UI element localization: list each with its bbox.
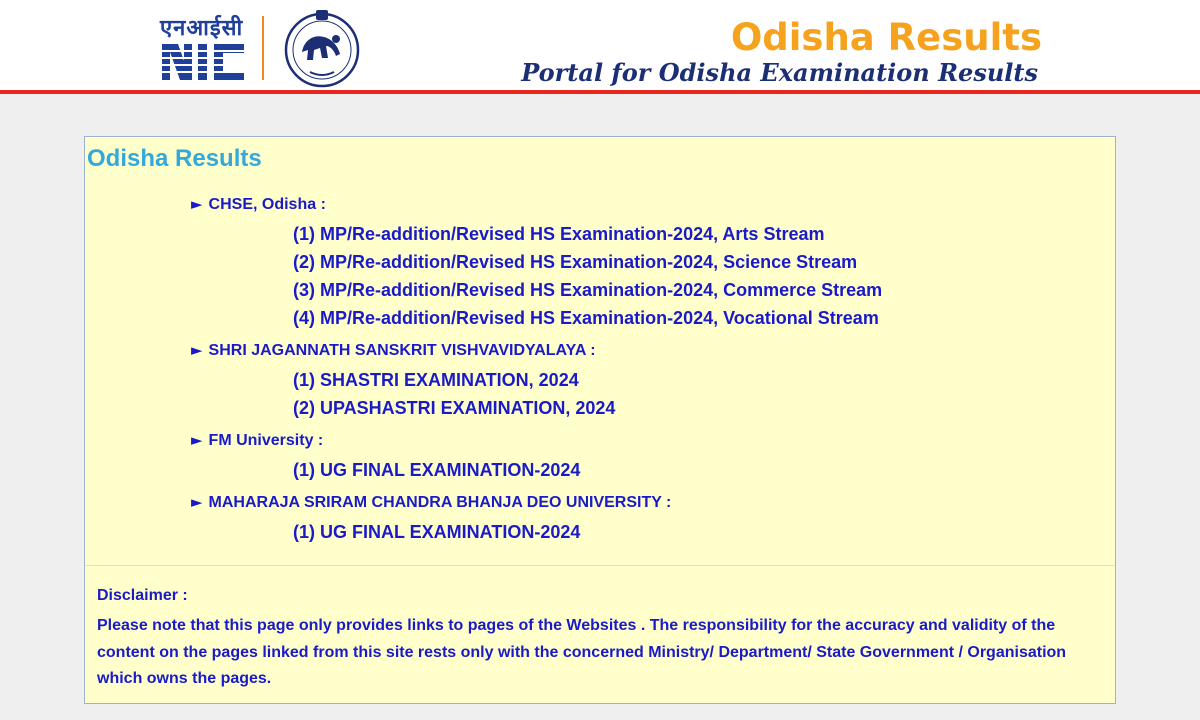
triangle-right-icon: ► [191, 431, 203, 449]
group-label: SHRI JAGANNATH SANSKRIT VISHVAVIDYALAYA : [208, 342, 596, 359]
nic-logo-icon [162, 42, 246, 82]
result-link-mscbd-ug-final[interactable]: (1) UG FINAL EXAMINATION-2024 [293, 522, 581, 542]
result-link-fm-ug-final[interactable]: (1) UG FINAL EXAMINATION-2024 [293, 460, 581, 480]
disclaimer-title: Disclaimer : [97, 587, 188, 604]
group-label: FM University : [208, 432, 324, 449]
group-heading-chse [191, 195, 326, 214]
result-link-chse-vocational[interactable]: (4) MP/Re-addition/Revised HS Examination-2024, Vocational Stream [293, 308, 879, 328]
disclaimer-text: Please note that this page only provides links to pages of the Websites . The responsibility for the accuracy and validity of the content on the pages linked from this site rests only with the concerned Ministry/ Department/ State Government / Organisation which owns the pages. [97, 617, 1067, 687]
triangle-right-icon: ► [191, 493, 203, 511]
site-header [0, 0, 1200, 90]
odisha-state-emblem-icon [280, 6, 364, 90]
triangle-right-icon: ► [191, 195, 203, 213]
panel-title: Odisha Results [87, 145, 262, 172]
panel-divider [85, 565, 1115, 566]
result-link-chse-arts[interactable]: (1) MP/Re-addition/Revised HS Examination-2024, Arts Stream [293, 224, 825, 244]
triangle-right-icon: ► [191, 341, 203, 359]
result-link-chse-commerce[interactable]: (3) MP/Re-addition/Revised HS Examination-2024, Commerce Stream [293, 280, 883, 300]
group-heading-sjsv [191, 341, 596, 360]
logo-divider [262, 16, 264, 80]
results-panel [84, 136, 1116, 704]
result-link-upashastri[interactable]: (2) UPASHASTRI EXAMINATION, 2024 [293, 398, 616, 418]
nic-hindi-wordmark: एनआईसी [160, 16, 244, 41]
nic-logo[interactable] [160, 12, 250, 84]
header-red-rule [0, 90, 1200, 94]
result-link-shastri[interactable]: (1) SHASTRI EXAMINATION, 2024 [293, 370, 579, 390]
group-label: MAHARAJA SRIRAM CHANDRA BHANJA DEO UNIVERSITY : [208, 494, 672, 511]
group-heading-mscbd-university [191, 493, 671, 512]
group-heading-fm-university [191, 431, 323, 450]
site-title: Odisha Results [730, 16, 1042, 59]
group-label: CHSE, Odisha : [208, 196, 326, 213]
result-link-chse-science[interactable]: (2) MP/Re-addition/Revised HS Examination-2024, Science Stream [293, 252, 858, 272]
site-subtitle: Portal for Odisha Examination Results [521, 58, 1038, 87]
